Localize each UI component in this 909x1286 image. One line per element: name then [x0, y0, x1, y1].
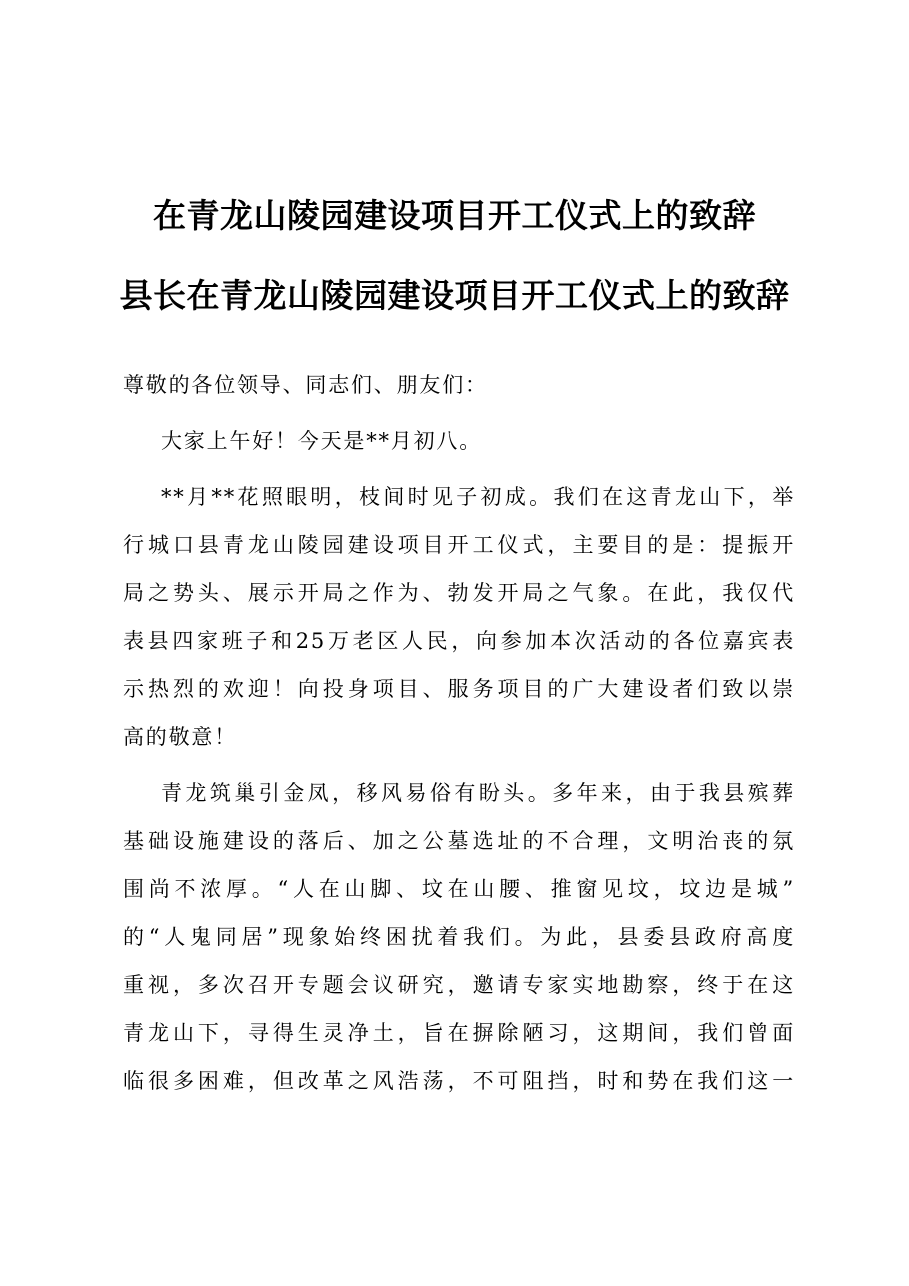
paragraph-3-line-2: 基础设施建设的落后、加之公墓选址的不合理，文明治丧的氛 [123, 829, 795, 853]
salutation-line: 尊敬的各位领导、同志们、朋友们： [123, 373, 488, 397]
paragraph-3-line-7: 临很多困难，但改革之风浩荡，不可阻挡，时和势在我们这一 [123, 1069, 795, 1093]
paragraph-1-line: 大家上午好！今天是**月初八。 [161, 429, 482, 453]
paragraph-2-line-2: 行城口县青龙山陵园建设项目开工仪式，主要目的是：提振开 [123, 533, 795, 557]
paragraph-3-line-3: 围尚不浓厚。“人在山脚、坟在山腰、推窗见坟，坟边是城” [123, 877, 795, 901]
document-subtitle: 县长在青龙山陵园建设项目开工仪式上的致辞 [119, 276, 790, 315]
paragraph-2 [123, 473, 795, 761]
salutation [123, 361, 795, 409]
paragraph-2-line-5: 示热烈的欢迎！向投身项目、服务项目的广大建设者们致以崇 [123, 677, 795, 701]
paragraph-2-line-1: **月**花照眼明，枝间时见子初成。我们在这青龙山下，举 [161, 485, 795, 509]
paragraph-3-line-5: 重视，多次召开专题会议研究，邀请专家实地勘察，终于在这 [123, 973, 795, 997]
paragraph-3-line-6: 青龙山下，寻得生灵净土，旨在摒除陋习，这期间，我们曾面 [123, 1021, 795, 1045]
paragraph-1 [123, 417, 795, 465]
document-title: 在青龙山陵园建设项目开工仪式上的致辞 [153, 196, 756, 235]
paragraph-2-line-3: 局之势头、展示开局之作为、勃发开局之气象。在此，我仅代 [123, 581, 795, 605]
paragraph-2-line-4: 表县四家班子和25万老区人民，向参加本次活动的各位嘉宾表 [123, 629, 795, 653]
paragraph-3-line-4: 的“人鬼同居”现象始终困扰着我们。为此，县委县政府高度 [123, 925, 795, 949]
paragraph-3 [123, 769, 795, 1105]
paragraph-2-line-6: 高的敬意！ [123, 725, 237, 749]
paragraph-3-line-1: 青龙筑巢引金凤，移风易俗有盼头。多年来，由于我县殡葬 [161, 781, 795, 805]
